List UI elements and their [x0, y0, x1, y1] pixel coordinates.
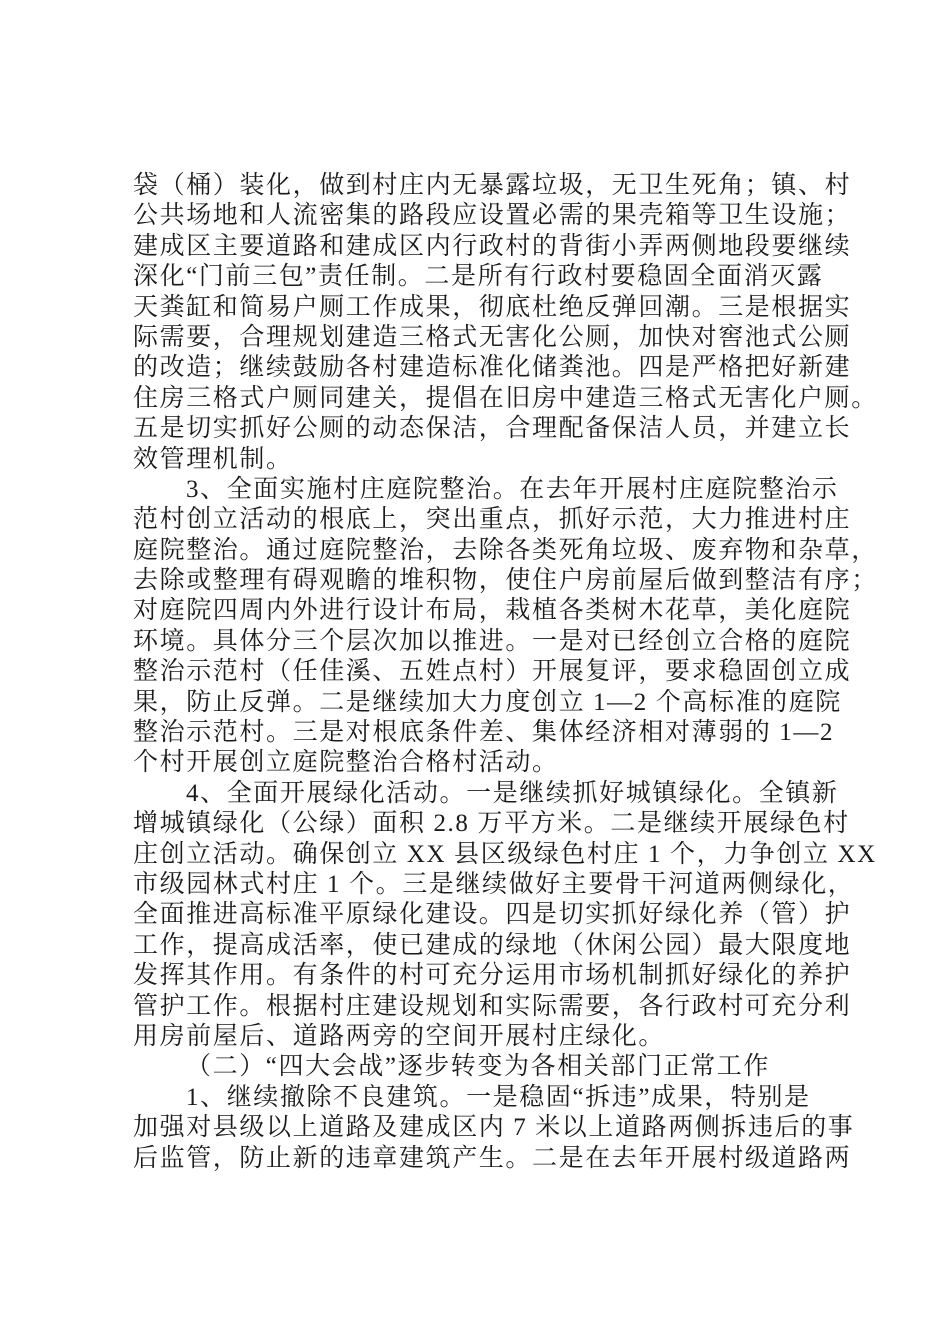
text-line: 天粪缸和简易户厕工作成果，彻底杜绝反弹回潮。三是根据实 [133, 293, 852, 321]
text-line: 4、全面开展绿化活动。一是继续抓好城镇绿化。全镇新 [186, 779, 839, 807]
text-line: 个村开展创立庭院整治合格村活动。 [133, 749, 559, 777]
text-line: 1、继续撤除不良建筑。一是稳固“拆违”成果，特别是 [186, 1083, 811, 1111]
text-line: 工作，提高成活率，使已建成的绿地（休闲公园）最大限度地 [133, 931, 852, 959]
text-line: 建成区主要道路和建成区内行政村的背街小弄两侧地段要继续 [133, 232, 852, 260]
text-line: 对庭院四周内外进行设计布局，栽植各类树木花草，美化庭院 [133, 597, 852, 625]
text-line: 五是切实抓好公厕的动态保洁，合理配备保洁人员，并建立长 [133, 415, 852, 443]
text-line: 住房三格式户厕同建关，提倡在旧房中建造三格式无害化户厕。 [133, 384, 878, 412]
text-line: （二）“四大会战”逐步转变为各相关部门正常工作 [186, 1053, 770, 1081]
text-line: 庭院整治。通过庭院整治，去除各类死角垃圾、废弃物和杂草， [133, 536, 878, 564]
text-line: 深化“门前三包”责任制。二是所有行政村要稳固全面消灭露 [133, 263, 824, 291]
text-line: 袋（桶）装化，做到村庄内无暴露垃圾，无卫生死角；镇、村 [133, 172, 852, 199]
text-line: 整治示范村。三是对根底条件差、集体经济相对薄弱的 1—2 [133, 719, 835, 747]
text-line: 管护工作。根据村庄建设规划和实际需要，各行政村可充分利 [133, 992, 852, 1020]
text-line: 3、全面实施村庄庭院整治。在去年开展村庄庭院整治示 [186, 475, 839, 503]
text-line: 用房前屋后、道路两旁的空间开展村庄绿化。 [133, 1022, 666, 1050]
text-line: 的改造；继续鼓励各村建造标准化储粪池。四是严格把好新建 [133, 354, 852, 382]
text-line: 公共场地和人流密集的路段应设置必需的果壳箱等卫生设施； [133, 202, 852, 230]
text-line: 际需要，合理规划建造三格式无害化公厕，加快对窖池式公厕 [133, 323, 852, 351]
text-line: 后监管，防止新的违章建筑产生。二是在去年开展村级道路两 [133, 1144, 852, 1172]
text-line: 增城镇绿化（公绿）面积 2.8 万平方米。二是继续开展绿色村 [133, 810, 850, 838]
text-line: 市级园林式村庄 1 个。三是继续做好主要骨干河道两侧绿化， [133, 870, 855, 898]
text-line: 整治示范村（任佳溪、五姓点村）开展复评，要求稳固创立成 [133, 658, 852, 686]
text-line: 发挥其作用。有条件的村可充分运用市场机制抓好绿化的养护 [133, 962, 852, 990]
text-line: 果，防止反弹。二是继续加大力度创立 1—2 个高标准的庭院 [133, 688, 842, 716]
text-line: 去除或整理有碍观瞻的堆积物，使住户房前屋后做到整洁有序； [133, 567, 878, 595]
text-line: 环境。具体分三个层次加以推进。一是对已经创立合格的庭院 [133, 627, 852, 655]
text-line: 效管理机制。 [133, 445, 293, 473]
text-line: 庄创立活动。确保创立 XX 县区级绿色村庄 1 个，力争创立 XX [133, 840, 877, 868]
document-text-body [133, 171, 878, 1174]
text-line: 范村创立活动的根底上，突出重点，抓好示范，大力推进村庄 [133, 506, 852, 534]
text-line: 加强对县级以上道路及建成区内 7 米以上道路两侧拆违后的事 [133, 1114, 855, 1142]
text-line: 全面推进高标准平原绿化建设。四是切实抓好绿化养（管）护 [133, 901, 852, 929]
